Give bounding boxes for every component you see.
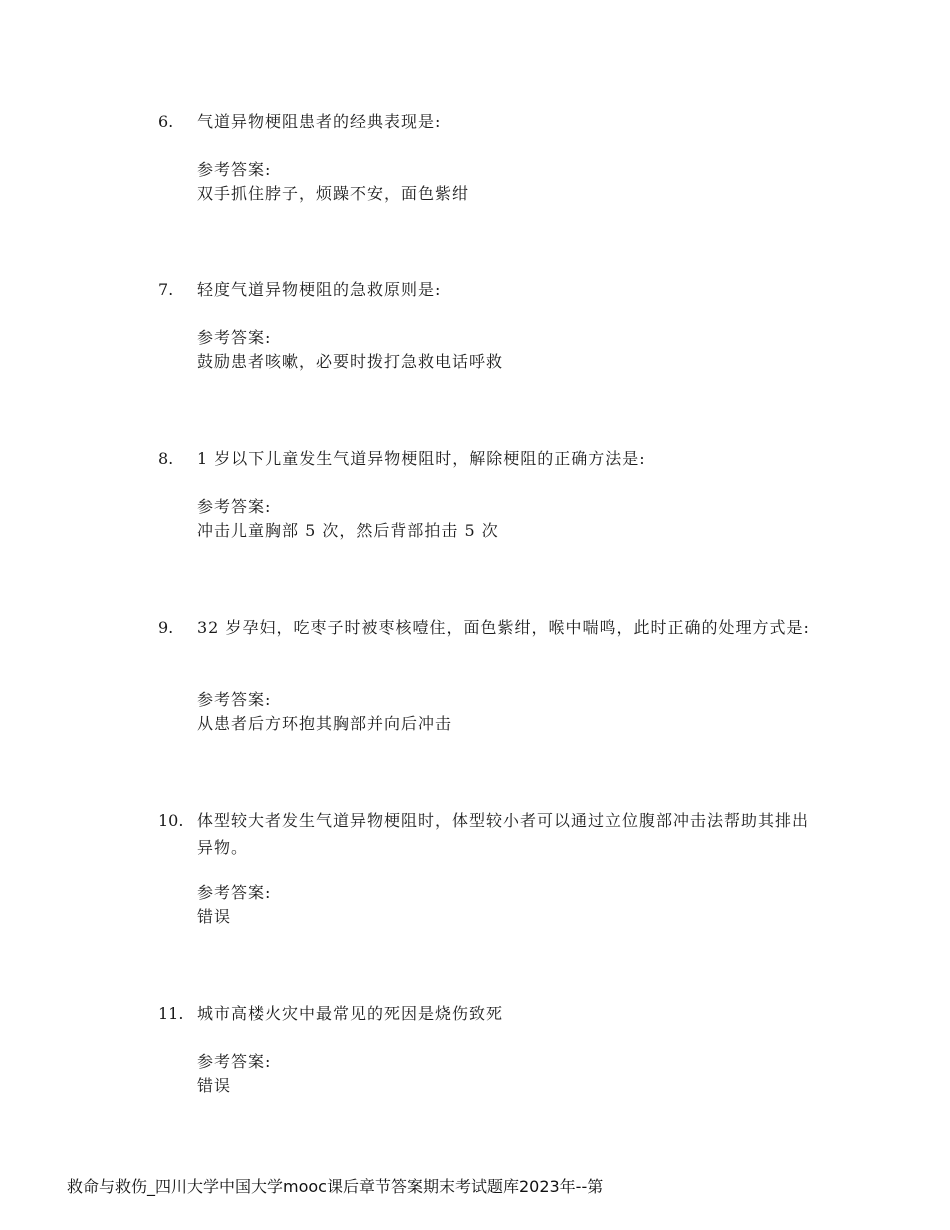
answer-label: 参考答案:: [197, 328, 272, 347]
question-number: 9.: [158, 618, 174, 637]
question-number: 10.: [158, 811, 184, 830]
answer-text: 双手抓住脖子，烦躁不安，面色紫绀: [197, 184, 470, 203]
question-number: 6.: [158, 112, 174, 131]
question-text: 1 岁以下儿童发生气道异物梗阻时，解除梗阻的正确方法是:: [197, 449, 646, 468]
question-text: 气道异物梗阻患者的经典表现是:: [197, 112, 442, 131]
page-footer: 救命与救伤_四川大学中国大学mooc课后章节答案期末考试题库2023年--第: [67, 1177, 604, 1196]
question-number: 8.: [158, 449, 174, 468]
question-number: 11.: [158, 1004, 184, 1023]
answer-label: 参考答案:: [197, 497, 272, 516]
answer-label: 参考答案:: [197, 1052, 272, 1071]
answer-label: 参考答案:: [197, 690, 272, 709]
answer-text: 鼓励患者咳嗽，必要时拨打急救电话呼救: [197, 352, 504, 371]
question-text: 城市高楼火灾中最常见的死因是烧伤致死: [197, 1004, 504, 1023]
answer-label: 参考答案:: [197, 160, 272, 179]
answer-text: 从患者后方环抱其胸部并向后冲击: [197, 714, 453, 733]
answer-text: 冲击儿童胸部 5 次，然后背部拍击 5 次: [197, 521, 499, 540]
answer-text: 错误: [197, 907, 232, 926]
question-number: 7.: [158, 280, 174, 299]
question-text: 轻度气道异物梗阻的急救原则是:: [197, 280, 442, 299]
answer-text: 错误: [197, 1076, 232, 1095]
question-text: 32 岁孕妇，吃枣子时被枣核噎住，面色紫绀，喉中喘鸣，此时正确的处理方式是:: [197, 618, 810, 637]
answer-label: 参考答案:: [197, 883, 272, 902]
question-text: 体型较大者发生气道异物梗阻时，体型较小者可以通过立位腹部冲击法帮助其排出异物。: [197, 811, 810, 857]
